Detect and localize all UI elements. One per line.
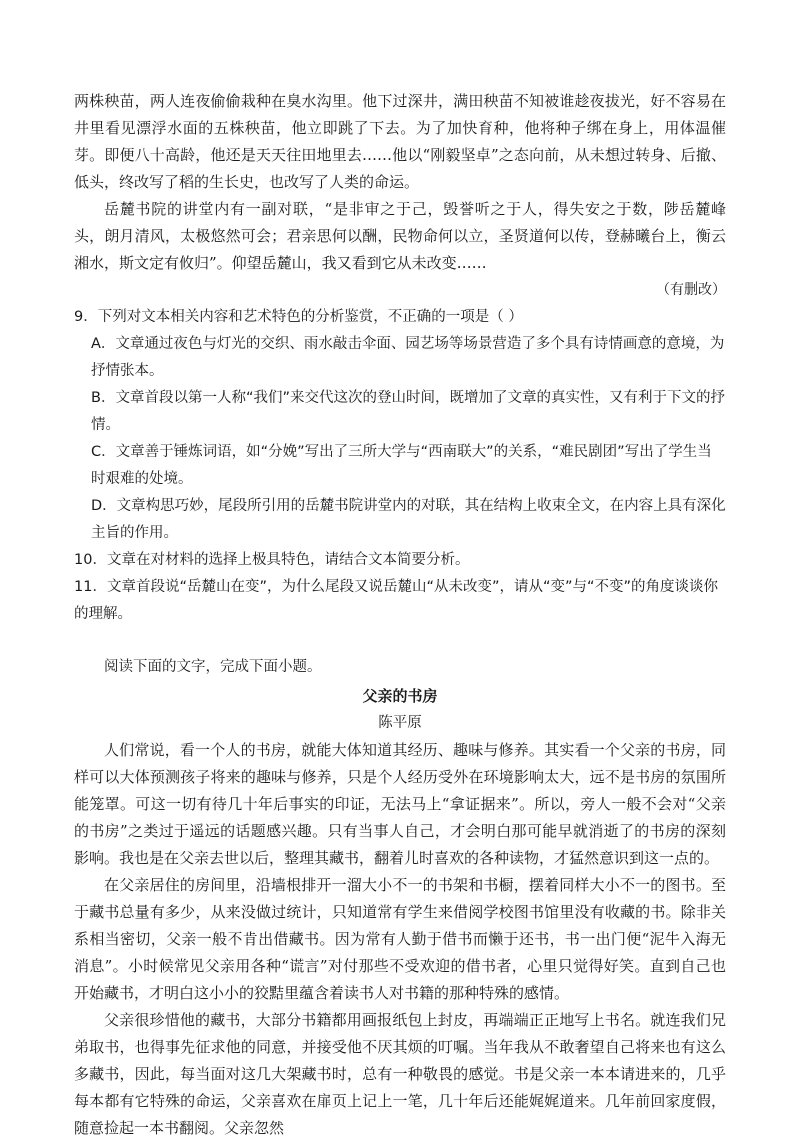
- passage2-title: 父亲的书房: [362, 687, 438, 705]
- question-10: 10．文章在对材料的选择上极具特色，请结合文本简要分析。: [74, 552, 470, 568]
- question-9-option-a: A．文章通过夜色与灯光的交织、雨水敲击伞面、园艺场等场景营造了多个具有诗情画意的意境，为抒情张本。: [91, 336, 725, 379]
- question-9-stem: 9．下列对文本相关内容和艺术特色的分析鉴赏，不正确的一项是（ ）: [74, 309, 523, 325]
- passage2-author: 陈平原: [378, 715, 422, 731]
- passage2-paragraph-1: 人们常说，看一个人的书房，就能大体知道其经历、趣味与修养。其实看一个父亲的书房，同样可以大体预测孩子将来的趣味与修养，只是个人经历受外在环境影响太大，远不是书房的氛围所能笼罩。可这一切有待几十年后事实的印证，无法马上“拿证据来”。所以，旁人一般不会对“父亲的书房”之类过于遥远的话题感兴趣。只有当事人自己，才会明白那可能早就消逝了的书房的深刻影响。我也是在父亲去世以后，整理其藏书，翻着儿时喜欢的各种读物，才猛然意识到这一点的。: [74, 741, 726, 867]
- passage1-paragraph-2: 岳麓书院的讲堂内有一副对联，“是非审之于己，毁誉听之于人，得失安之于数，陟岳麓峰头，朗月清风，太极悠然可会；君亲思何以酬，民物命何以立，圣贤道何以传，登赫曦台上，衡云湘水，斯文定有攸归”。仰望岳麓山，我又看到它从未改变……: [74, 200, 726, 272]
- passage1-paragraph-1: 两株秧苗，两人连夜偷偷栽种在臭水沟里。他下过深井，满田秧苗不知被谁趁夜拔光，好不容易在井里看见漂浮水面的五株秧苗，他立即跳了下去。为了加快育种，他将种子绑在身上，用体温催芽。即便八十高龄，他还是天天往田地里去……他以“刚毅坚卓”之态向前，从未想过转身、后撤、低头，终改写了稻的生长史，也改写了人类的命运。: [74, 92, 726, 191]
- passage2-paragraph-2: 在父亲居住的房间里，沿墙根排开一溜大小不一的书架和书橱，摆着同样大小不一的图书。至于藏书总量有多少，从来没做过统计，只知道常有学生来借阅学校图书馆里没有收藏的书。除非关系相当密切，父亲一般不肯出借藏书。因为常有人勤于借书而懒于还书，书一出门便“泥牛入海无消息”。小时候常见父亲用各种“谎言”对付那些不受欢迎的借书者，心里只觉得好笑。直到自己也开始藏书，才明白这小小的狡黠里蕴含着读书人对书籍的那种特殊的感情。: [74, 876, 726, 1002]
- question-11: 11．文章首段说“岳麓山在变”，为什么尾段又说岳麓山“从未改变”，请从“变”与“不变”的角度谈谈你的理解。: [74, 579, 719, 622]
- source-note: （有删改）: [656, 282, 726, 298]
- question-9-options: [74, 331, 726, 547]
- passage2-paragraph-3: 父亲很珍惜他的藏书，大部分书籍都用画报纸包上封皮，再端端正正地写上书名。就连我们兄弟取书，也得事先征求他的同意，并接受他不厌其烦的叮嘱。当年我从不敢奢望自己将来也有这么多藏书，因此，每当面对这几大架藏书时，总有一种敬畏的感觉。书是父亲一本本请进来的，几乎每本都有它特殊的命运，父亲喜欢在扉页上记上一笔，几十年后还能娓娓道来。几年前回家度假，随意捡起一本书翻阅。父亲忽然: [74, 1011, 726, 1137]
- question-9-option-c: C．文章善于锤炼词语，如“分娩”写出了三所大学与“西南联大”的关系，“难民剧团”写出了学生当时艰难的处境。: [91, 444, 712, 487]
- reading-instruction: 阅读下面的文字，完成下面小题。: [104, 659, 322, 675]
- document-page: [74, 88, 726, 1142]
- question-9-option-b: B．文章首段以第一人称“我们”来交代这次的登山时间，既增加了文章的真实性，又有利于下文的抒情。: [91, 390, 725, 433]
- question-9-option-d: D．文章构思巧妙，尾段所引用的岳麓书院讲堂内的对联，其在结构上收束全文，在内容上具有深化主旨的作用。: [91, 498, 726, 541]
